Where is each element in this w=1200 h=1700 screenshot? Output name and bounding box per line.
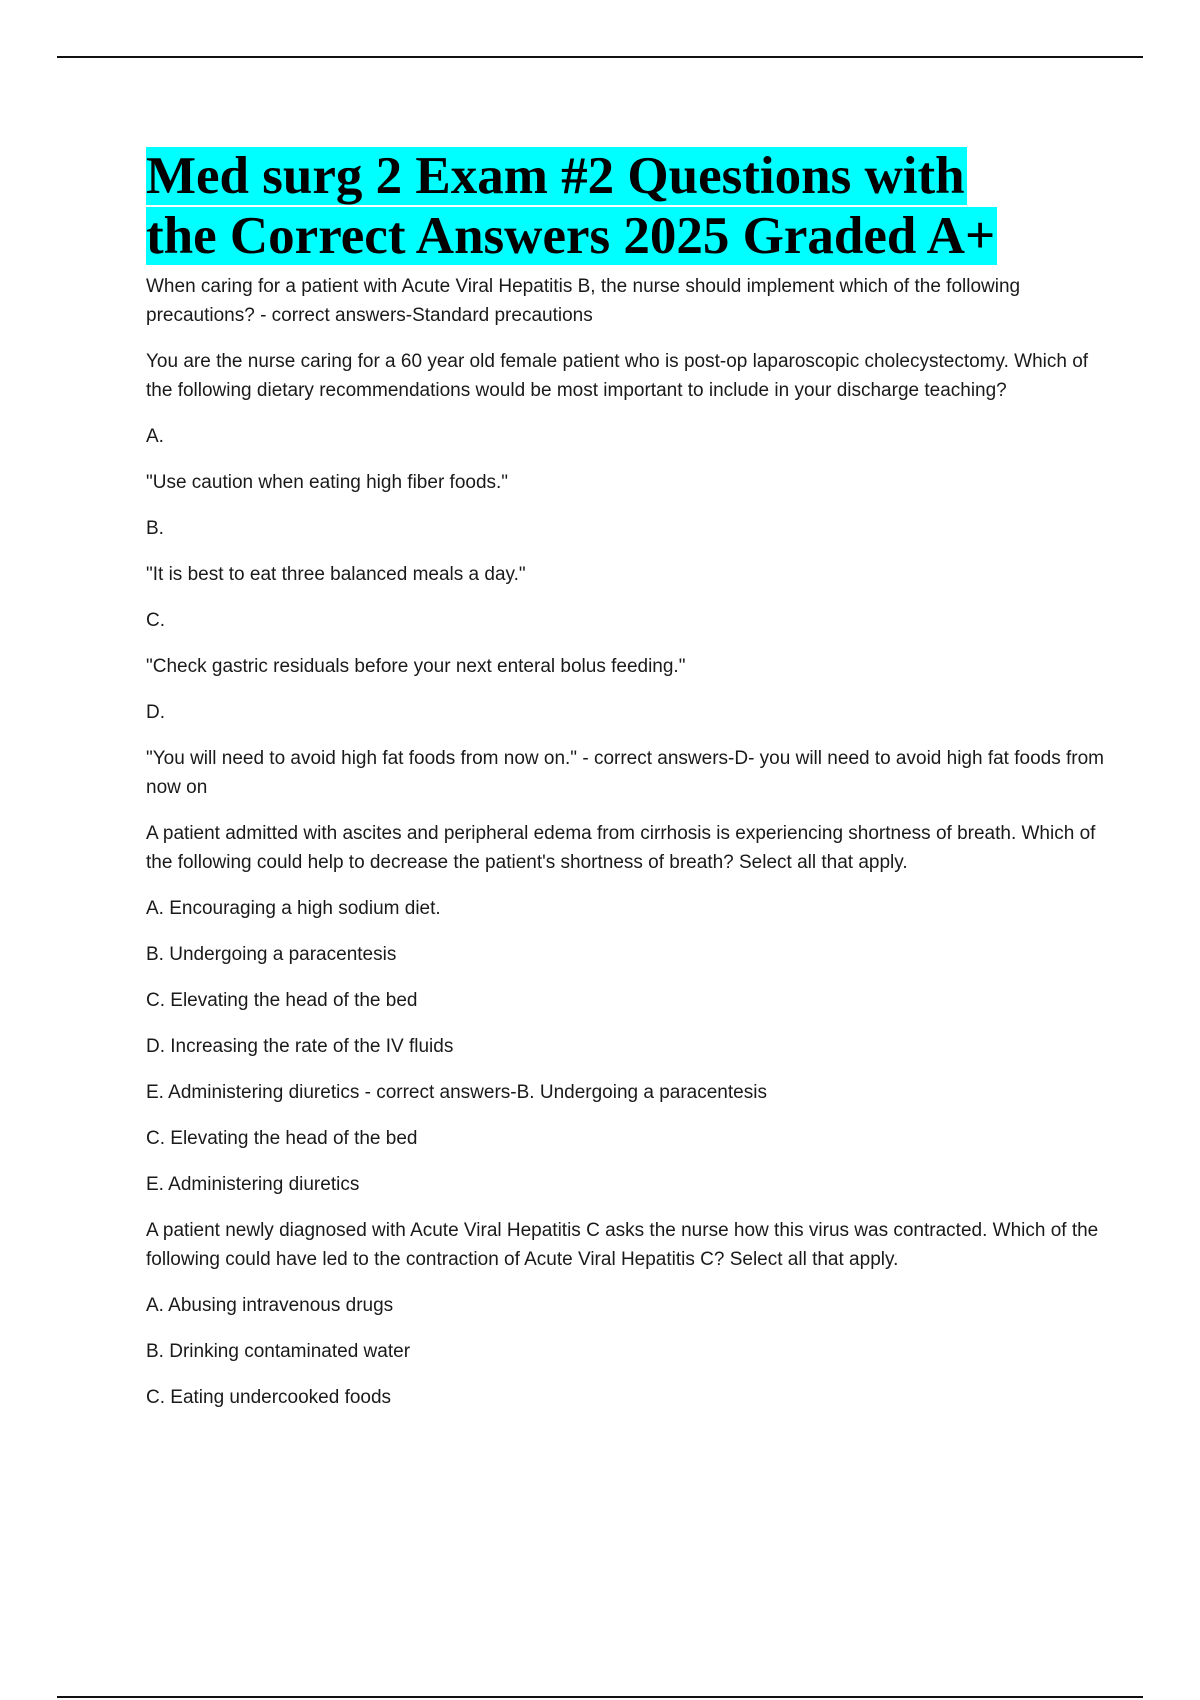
title-line-1-text: Med surg 2 Exam #2 Questions with (146, 147, 965, 205)
paragraph: C. Eating undercooked foods (146, 1387, 392, 1408)
title-line-1 (146, 146, 1106, 206)
title-line-2-text: the Correct Answers 2025 Graded A+ (146, 207, 996, 265)
document-title (146, 146, 1106, 266)
paragraph: A. Abusing intravenous drugs (146, 1295, 394, 1316)
paragraph: C. Elevating the head of the bed (146, 990, 418, 1011)
top-rule (57, 56, 1143, 58)
paragraph: A. Encouraging a high sodium diet. (146, 898, 441, 919)
paragraph: C. (146, 610, 165, 631)
paragraph: When caring for a patient with Acute Viral Hepatitis B, the nurse should implement which of the following precautions? - correct answers-Standard precautions (146, 276, 1021, 326)
paragraph: E. Administering diuretics (146, 1174, 360, 1195)
paragraph: A patient newly diagnosed with Acute Viral Hepatitis C asks the nurse how this virus was contracted. Which of the following could have led to the contraction of Acute Viral Hepatitis C? Select all that apply. (146, 1220, 1099, 1270)
paragraph: E. Administering diuretics - correct answers-B. Undergoing a paracentesis (146, 1082, 767, 1103)
paragraph: B. Drinking contaminated water (146, 1341, 411, 1362)
paragraph: A patient admitted with ascites and peripheral edema from cirrhosis is experiencing shortness of breath. Which of the following could help to decrease the patient's shortness of breath? Select all that apply. (146, 823, 1096, 873)
paragraph: D. Increasing the rate of the IV fluids (146, 1036, 454, 1057)
paragraph: "Check gastric residuals before your next enteral bolus feeding." (146, 656, 686, 677)
paragraph: "You will need to avoid high fat foods from now on." - correct answers-D- you will need to avoid high fat foods from now on (146, 748, 1104, 798)
bottom-rule (57, 1696, 1143, 1698)
paragraph: C. Elevating the head of the bed (146, 1128, 418, 1149)
paragraph: D. (146, 702, 165, 723)
paragraph: "Use caution when eating high fiber foods." (146, 472, 509, 493)
title-line-2 (146, 206, 1106, 266)
paragraph: B. Undergoing a paracentesis (146, 944, 397, 965)
document-body (146, 272, 1106, 1429)
paragraph: B. (146, 518, 164, 539)
paragraph: "It is best to eat three balanced meals a day." (146, 564, 526, 585)
paragraph: You are the nurse caring for a 60 year old female patient who is post-op laparoscopic cholecystectomy. Which of the following dietary recommendations would be most important to include in your discharge teaching? (146, 351, 1089, 401)
paragraph: A. (146, 426, 164, 447)
